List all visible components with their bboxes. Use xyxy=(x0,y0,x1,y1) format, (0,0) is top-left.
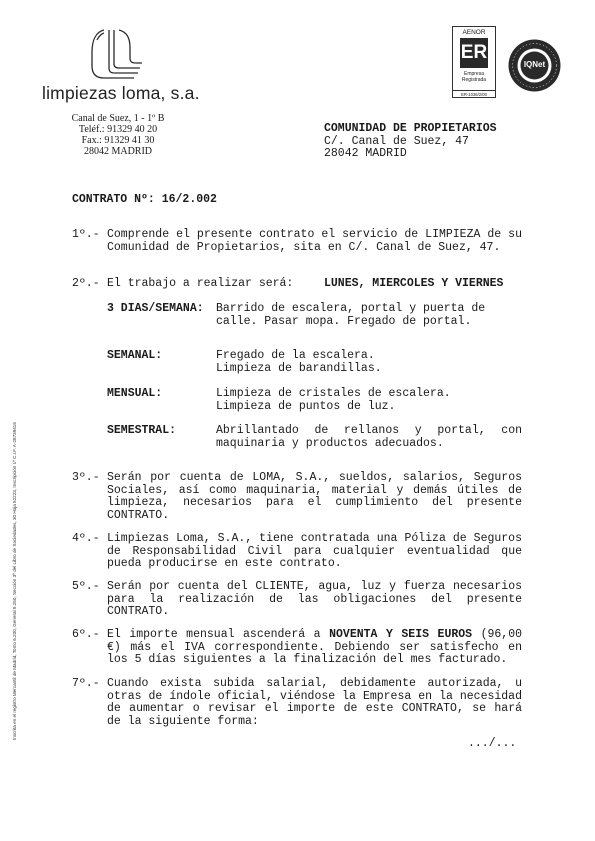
aenor-er-icon: ER xyxy=(460,38,488,68)
aenor-text: Empresa Registrada xyxy=(461,71,487,83)
schedule-text: Fregado de la escalera. Limpieza de barandillas. xyxy=(216,349,382,375)
company-logo xyxy=(82,26,146,86)
contract-number: CONTRATO Nº: 16/2.002 xyxy=(72,193,217,206)
schedule-text: Abrillantado de rellanos y portal, con maquinaria y productos adecuados. xyxy=(216,424,522,450)
schedule-label: SEMANAL: xyxy=(107,349,163,362)
clause-3-text: Serán por cuenta de LOMA, S.A., sueldos, salarios, Seguros Sociales, así como maquinaria, material y demás útiles de limpieza, necesarios para el cumplimiento del presente CONTRATO. xyxy=(107,471,522,522)
company-name: limpiezas loma, s.a. xyxy=(42,83,200,103)
address-line: 28042 MADRID xyxy=(83,146,153,157)
iqnet-label: IQNet xyxy=(523,60,546,69)
schedule-label: 3 DIAS/SEMANA: xyxy=(107,302,204,315)
clause-5-text: Serán por cuenta del CLIENTE, agua, luz y fuerza necesarios para la realización de las obligaciones del presente CONTRATO. xyxy=(107,580,522,619)
recipient-block xyxy=(324,123,497,161)
clause-number: 5º.- xyxy=(72,580,100,593)
clause-number: 7º.- xyxy=(72,677,100,690)
clause-number: 3º.- xyxy=(72,471,100,484)
schedule-text: Limpieza de cristales de escalera. Limpieza de puntos de luz. xyxy=(216,387,451,413)
clause-2-days: LUNES, MIERCOLES Y VIERNES xyxy=(324,277,504,290)
clause-4-text: Limpiezas Loma, S.A., tiene contratada una Póliza de Seguros de Responsabilidad Civil para cualquier eventualidad que pueda producirse en este contrato. xyxy=(107,532,522,571)
clause-number: 6º.- xyxy=(72,628,100,641)
address-line: Teléf.: 91329 40 20 xyxy=(78,124,158,135)
clause-6-text xyxy=(107,629,522,667)
schedule-label: MENSUAL: xyxy=(107,387,163,400)
company-address xyxy=(63,113,173,157)
address-line: Fax.: 91329 41 30 xyxy=(81,135,155,146)
clause-7-text: Cuando exista subida salarial, debidamente autorizada, u otras de índole oficial, viéndose la Empresa en la necesidad de aumentar o revisar el importe de este CONTRATO, se hará de la siguiente forma: xyxy=(107,677,522,728)
aenor-badge xyxy=(452,26,496,98)
aenor-label: AENOR xyxy=(462,29,486,36)
address-line: Canal de Suez, 1 - 1º B xyxy=(71,113,165,124)
recipient-name: COMUNIDAD DE PROPIETARIOS xyxy=(324,122,497,135)
continuation-mark: .../... xyxy=(468,737,517,750)
aenor-code: ER-1036/2/00 xyxy=(453,90,495,97)
iqnet-seal xyxy=(507,38,562,93)
recipient-city: 28042 MADRID xyxy=(324,147,407,161)
logo-mark-icon xyxy=(82,26,146,86)
schedule-text: Barrido de escalera, portal y puerta de calle. Pasar mopa. Fregado de portal. xyxy=(216,302,486,328)
schedule-label: SEMESTRAL: xyxy=(107,424,177,437)
clause-number: 2º.- xyxy=(72,277,100,290)
clause-6-post: (96,00 €) más el IVA correspondiente. Debiendo ser satisfecho en los 5 días siguientes a la finalización del mes facturado. xyxy=(107,628,523,667)
clause-1-text: Comprende el presente contrato el servicio de LIMPIEZA de su Comunidad de Propietarios, sita en C/. Canal de Suez, 47. xyxy=(107,228,522,254)
clause-number: 1º.- xyxy=(72,228,100,241)
recipient-street: C/. Canal de Suez, 47 xyxy=(324,134,469,148)
clause-2-text: El trabajo a realizar será: xyxy=(107,277,294,290)
clause-number: 4º.- xyxy=(72,532,100,545)
registry-note: Inscrita en el registro Mercantil de Madrid, Tomo 6.200, General 5.250, Sección 3ª del Libro de Sociedades, 30 Hoja 52223, Inscripción 1ª C.I.F. A-28739415 xyxy=(12,422,17,740)
clause-6-pre: El importe mensual ascenderá a xyxy=(107,628,330,641)
clause-6-amount: NOVENTA Y SEIS EUROS xyxy=(329,628,473,641)
